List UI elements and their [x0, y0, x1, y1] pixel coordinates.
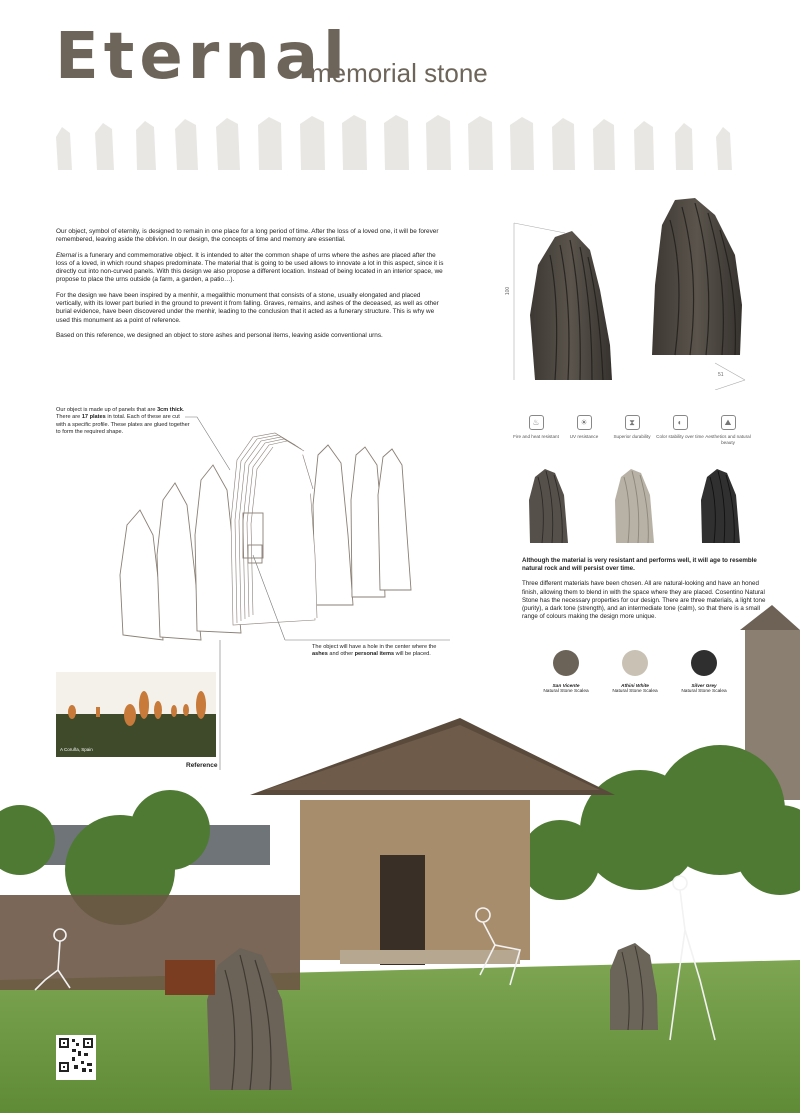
hole-note-ashes: ashes — [312, 651, 328, 658]
feature-color-stability — [655, 415, 705, 440]
feature-label: Aesthetics and natural beauty — [705, 434, 751, 445]
sample-stone-grey — [701, 469, 740, 543]
panels-note-count: 17 plates — [81, 414, 106, 421]
fire-pit — [165, 960, 215, 995]
feature-aesthetics — [703, 415, 753, 445]
panels-note-e: in total. Each of these are cut with a specific profile. These plates are glued together to form the required shape. — [56, 414, 190, 436]
intro-paragraph-3: For the design we have been inspired by a menhir, a megalithic monument that consists of a stone, usually elongated and placed vertically, with its lower part buried in the ground to prevent it from falling. Graves, remains, and ashes of the deceased, as well as other burial evidence, have been discovered under the menhir, leading to the conclusion that it acted as a funerary structure. This is why we used this monument as a point of reference. — [56, 291, 439, 324]
feature-label: UV resistance — [569, 434, 599, 439]
hole-note-items: personal items — [354, 651, 395, 658]
stone-back-right — [652, 198, 742, 355]
intro-paragraph-1: Our object, symbol of eternity, is designed to remain in one place for a long period of time. After the loss of a loved one, it will be forever remembered, leaving aside the oblivion. In our design, the concepts of time and memory are essential. — [56, 228, 439, 244]
materials-paragraph-1: Although the material is very resistant and performs well, it will age to resemble natural rock and will persist over time. — [522, 557, 757, 573]
dimension-height: 100 — [505, 286, 512, 296]
sample-stone-brown — [529, 469, 568, 543]
intro-paragraph-4: Based on this reference, we designed an object to store ashes and personal items, leaving aside conventional urns. — [56, 331, 383, 339]
feature-label: Color stability over time — [656, 434, 704, 439]
feature-label: Superior durability — [613, 434, 651, 439]
swatch-scale: Natural Stone Scalea — [543, 689, 589, 694]
feature-uv — [559, 415, 609, 440]
stone-front-left — [530, 231, 612, 380]
eternal-emphasis: Eternal — [56, 251, 77, 259]
reference-location: A Coruña, Spain — [60, 747, 93, 752]
panels-note-c: . There are — [56, 407, 185, 421]
intro-paragraph-2-body: is a funerary and commemorative object. It is intended to alter the common shape of urns where the ashes are placed after the loss of a loved, in which round shapes predominate. The material that is going to be used allows to innovate a lot in this aspect, since it is directly cut into non-curved panels. With this design we also propose a different location. Instead of being located in an interior space, we propose to place the urns outside (a farm, a garden, a patio…). — [56, 251, 444, 284]
poster-title: Eternal — [55, 20, 350, 94]
hole-note-a: The object will have a hole in the center where the — [312, 644, 437, 650]
poster-subtitle: memorial stone — [310, 58, 488, 88]
garden-scene — [0, 600, 800, 1113]
material-samples — [520, 465, 760, 545]
dimension-depth: 51 — [718, 372, 724, 378]
sun-icon: ☀ — [577, 415, 592, 430]
hole-note-e: will be placed. — [394, 651, 431, 658]
reference-caption: Reference — [186, 762, 218, 769]
materials-paragraph-2: Three different materials have been chosen. All are natural-looking and have an honed finish, allowing them to blend in with the space where they are placed. Cosentino Natural Stone has the necessary properties for our design. There are three materials, a light tone (purity), a dark tone (strength), and an intermediate tone (calm), so that there is a small range of colours making the design more unique. — [522, 580, 766, 621]
mountain-icon: ⛰ — [721, 415, 736, 430]
intro-text — [56, 228, 448, 347]
panels-note-leader — [185, 415, 235, 475]
feature-fire — [511, 415, 561, 440]
qr-code[interactable] — [56, 1035, 96, 1080]
stone-renders — [510, 195, 760, 390]
swatch-scale: Natural Stone Scalea — [681, 689, 727, 694]
scene-stone-right — [610, 943, 658, 1030]
stone-silhouette-row — [50, 115, 750, 175]
panels-note-a: Our object is made up of panels that are — [56, 407, 158, 413]
feature-label: Fire and heat resistant — [513, 434, 559, 439]
color-icon: ◐ — [673, 415, 688, 430]
swatch-scale: Natural Stone Scalea — [612, 689, 658, 694]
swatch-name: Silver Grey — [691, 684, 717, 689]
hole-note-c: and other — [327, 651, 355, 658]
intro-paragraph-2 — [56, 252, 448, 285]
panels-note — [56, 407, 191, 437]
feature-durability — [607, 415, 657, 440]
swatch-name: Athini White — [621, 684, 649, 689]
panels-note-thickness: 3cm thick — [157, 407, 183, 413]
hourglass-icon: ⧗ — [625, 415, 640, 430]
glued-plates-stack — [231, 433, 317, 625]
swatch-name: San Vicente — [552, 684, 580, 689]
sample-stone-white — [615, 469, 654, 543]
flame-icon: ♨ — [529, 415, 544, 430]
